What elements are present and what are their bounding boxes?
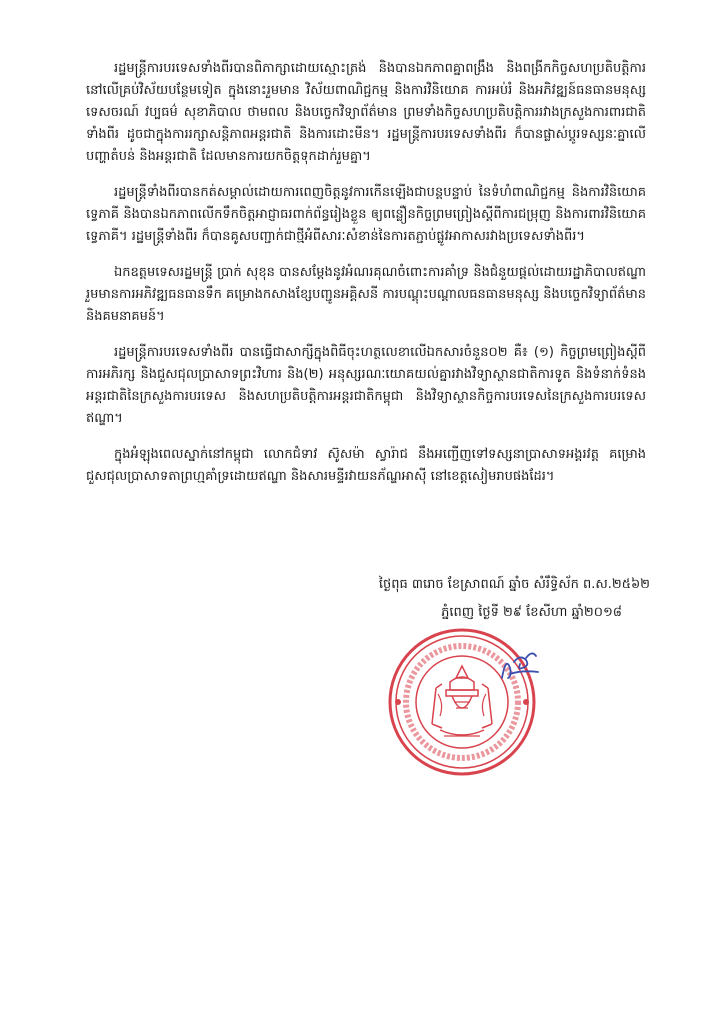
- signature: [496, 648, 542, 688]
- paragraph-5: ក្នុងអំឡុងពេលស្នាក់នៅកម្ពុជា លោកជំទាវ ស៊ូសម៉ា ស្វារ៉ាជ នឹងអញ្ជើញទៅទស្សនាប្រាសាទអង្គរវត្ត គម្រោងជួសជុលប្រាសាទតាព្រហ្មគាំទ្រដោយឥណ្ឌា និងសារមន្ទីរវាយនភ័ណ្ឌអាស៊ី នៅខេត្តសៀមរាបផងដែរ។: [86, 447, 646, 484]
- paragraph-2: រដ្ឋមន្ត្រីទាំងពីរបានកត់សម្គាល់ដោយការពេញចិត្តនូវការកើនឡើងជាបន្តបន្ទាប់ នៃទំហំពាណិជ្ជកម្ម និងការវិនិយោគទ្វេភាគី និងបានឯកភាពលើកទឹកចិត្តអាជ្ញាធរពាក់ព័ន្ធរៀងខ្លួន ឲ្យពន្លឿនកិច្ចព្រមព្រៀងស្តីពីការជម្រុញ និងការពារវិនិយោគទ្វេភាគី។ រដ្ឋមន្ត្រីទាំងពីរ ក៏បានគូសបញ្ជាក់ជាថ្មីអំពីសារៈសំខាន់នៃការតភ្ជាប់ផ្លូវអាកាសរវាងប្រទេសទាំងពីរ។: [86, 185, 646, 244]
- signature-graphic: [496, 648, 542, 688]
- lunar-date: ថ្ងៃពុធ ៣រោច ខែស្រាពណ៍ ឆ្នាំច សំរឹទ្ធិស័ក ព.ស.២៥៦២: [378, 577, 650, 592]
- date-block: [330, 574, 650, 624]
- place-and-solar-date: ភ្នំពេញ ថ្ងៃទី ២៩ ខែសីហា ឆ្នាំ២០១៨: [441, 605, 622, 620]
- paragraph-1: រដ្ឋមន្ត្រីការបរទេសទាំងពីរបានពិភាក្សាដោយស្មោះត្រង់ និងបានឯកភាពគ្នាពង្រឹង និងពង្រីកកិច្ចសហប្រតិបត្តិការនៅលើគ្រប់វិស័យបន្ថែមទៀត ក្នុងនោះរួមមាន វិស័យពាណិជ្ជកម្ម និងការវិនិយោគ ការអប់រំ និងអភិវឌ្ឍន៍ធនធានមនុស្ស ទេសចរណ៍ វប្បធម៌ សុខាភិបាល ថាមពល និងបច្ចេកវិទ្យាព័ត៌មាន ព្រមទាំងកិច្ចសហប្រតិបត្តិការរវាងក្រសួងការពារជាតិទាំងពីរ ដូចជាក្នុងការរក្សាសន្តិភាពអន្តរជាតិ និងការដោះមីន។ រដ្ឋមន្ត្រីការបរទេសទាំងពីរ ក៏បានផ្លាស់ប្តូរទស្សនៈគ្នាលើបញ្ហាតំបន់ និងអន្តរជាតិ ដែលមានការយកចិត្តទុកដាក់រួមគ្នា។: [86, 61, 646, 164]
- paragraph-3: ឯកឧត្តមទេសរដ្ឋមន្ត្រី ប្រាក់ សុខុន បានសម្តែងនូវអំណរគុណចំពោះការគាំទ្រ និងជំនួយផ្តល់ដោយរដ្ឋាភិបាលឥណ្ឌា រួមមានការអភិវឌ្ឍធនធានទឹក គម្រោងកសាងខ្សែបញ្ជូនអគ្គិសនី ការបណ្តុះបណ្តាលធនធានមនុស្ស និងបច្ចេកវិទ្យាព័ត៌មាន និងគមនាគមន៍។: [86, 265, 647, 324]
- paragraph-4: រដ្ឋមន្ត្រីការបរទេសទាំងពីរ បានធ្វើជាសាក្សីក្នុងពិធីចុះហត្ថលេខាលើឯកសារចំនួន០២ គឺ៖ (១) កិច្ចព្រមព្រៀងស្តីពីការអភិរក្ស និងជួសជុលប្រាសាទព្រះវិហារ និង(២) អនុស្សរណៈយោគយល់គ្នារវាងវិទ្យាស្ថានជាតិការទូត និងទំនាក់ទំនងអន្តរជាតិនៃក្រសួងការបរទេស និងសហប្រតិបត្តិការអន្តរជាតិកម្ពុជា និងវិទ្យាស្ថានកិច្ចការបរទេសនៃក្រសួងការបរទេសឥណ្ឌា។: [86, 345, 646, 426]
- document-body: [86, 58, 646, 502]
